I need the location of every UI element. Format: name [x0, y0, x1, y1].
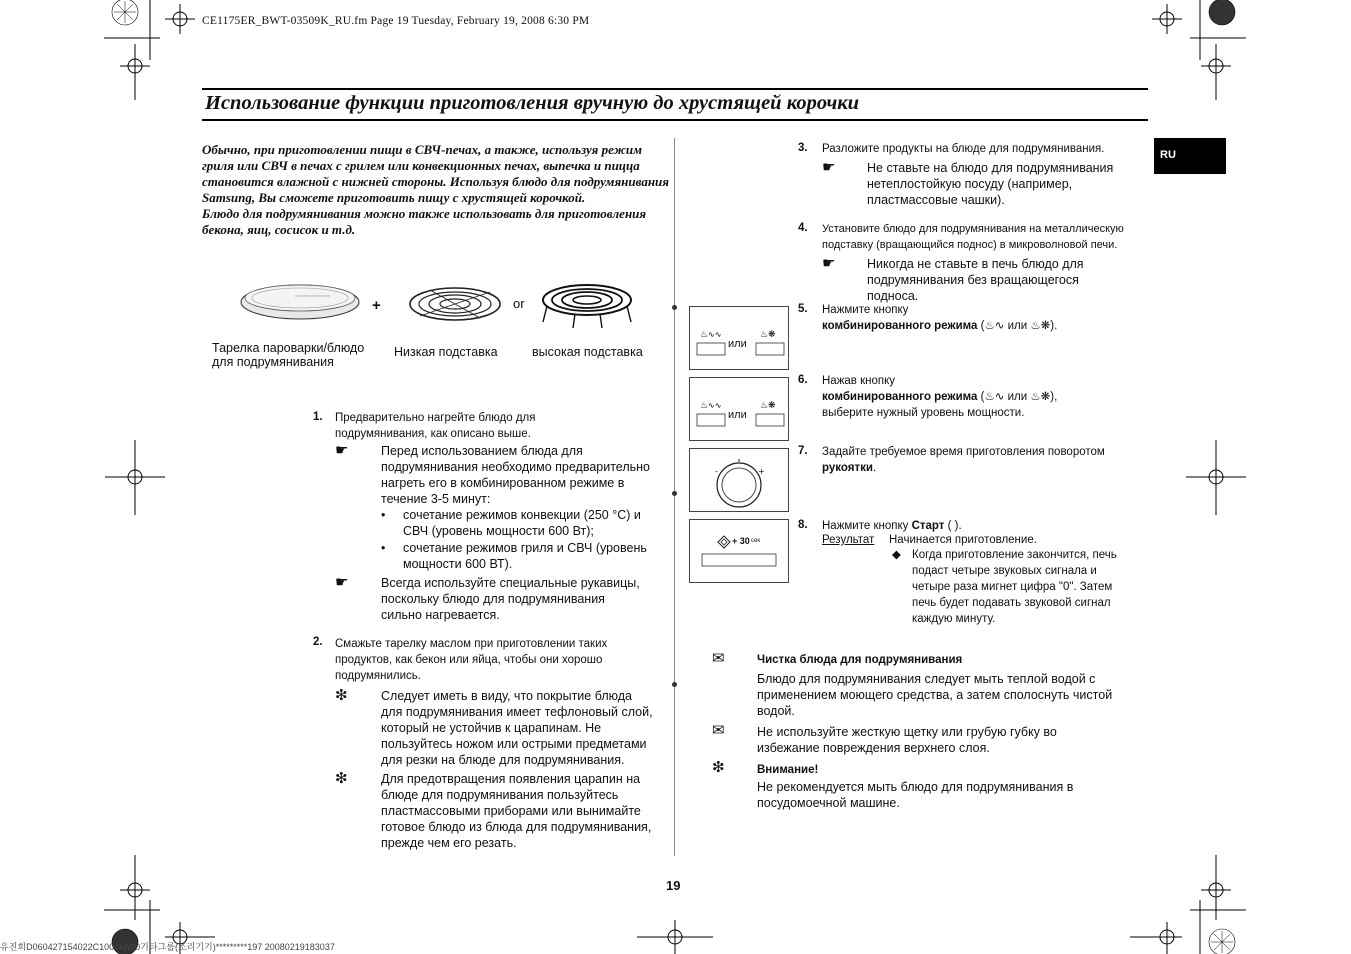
warning-title: Внимание!: [757, 764, 819, 776]
column-dot: [672, 305, 677, 310]
pointing-hand-icon: ☛: [335, 442, 349, 459]
note-icon: ✉: [712, 722, 725, 739]
print-header: CE1175ER_BWT-03509K_RU.fm Page 19 Tuesday, February 19, 2008 6:30 PM: [202, 15, 590, 27]
svg-text:-: -: [715, 467, 718, 476]
convection-combi-icon: ♨❋: [1027, 391, 1051, 403]
step-3-text: Разложите продукты на блюде для подрумянивания.: [822, 143, 1105, 155]
step-1-note-1: Перед использованием блюда для подрумянивания необходимо предварительно нагреть его в комбинированном режиме в течение 3-5 минут:: [381, 444, 650, 506]
step-5-number: 5.: [798, 303, 808, 315]
column-dot: [672, 491, 677, 496]
sec-label: сек: [751, 538, 760, 544]
bullet-icon: •: [381, 541, 386, 555]
page-number: 19: [666, 878, 681, 893]
cleaning-text: Блюдо для подрумянивания следует мыть теплой водой с применением моющего средства, а затем сполоснуть чистой водой.: [757, 672, 1113, 718]
page-title: Использование функции приготовления вручную до хрустящей корочки: [205, 92, 860, 114]
intro-text: Обычно, при приготовлении пищи в СВЧ-печах, а также, используя режим гриля или СВЧ в печах с грилем или конвекционных печах, выпечка и пицца становится влажной с нижней стороны. Используя блюдо для подрумянивания Samsung, Вы сможете приготовить пищу с хрустящей корочкой. Блюдо для подрумянивания можно также использовать для приготовления бекона, яиц, сосисок и т.д.: [202, 142, 669, 237]
title-rule-bottom: [202, 119, 1148, 121]
svg-text:♨: ♨: [760, 330, 769, 340]
diamond-bullet-icon: ◆: [892, 549, 901, 561]
start-button-illustration: [690, 520, 788, 582]
svg-text:∿∿: ∿∿: [708, 401, 722, 410]
panel-or-label: или: [728, 338, 747, 350]
combi-mode-panel-2: [689, 377, 789, 441]
step-6-text: Нажав кнопку комбинированного режима (♨∿ или ♨❋), выберите нужный уровень мощности.: [822, 375, 1058, 419]
step-1-bullet-1: сочетание режимов конвекции (250 °C) и СВЧ (уровень мощности 600 Вт);: [403, 508, 641, 538]
step-3-note: Не ставьте на блюдо для подрумянивания нетеплостойкую посуду (например, пластмассовые чашки).: [867, 161, 1114, 207]
dial-knob-icon: [690, 449, 788, 511]
step-8-number: 8.: [798, 519, 808, 531]
step-1-text: Предварительно нагрейте блюдо для подрумянивания, как описано выше.: [335, 412, 536, 440]
step-2-number: 2.: [313, 636, 323, 648]
result-label: Результат: [822, 534, 875, 546]
step-8-detail: Когда приготовление закончится, печь подаст четыре звуковых сигнала и четыре раза мигнет цифра "0". Затем печь будет подавать звуковой сигнал каждую минуту.: [912, 549, 1117, 625]
caution-icon: ❇: [335, 770, 348, 787]
svg-text:♨: ♨: [700, 401, 709, 411]
convection-combi-icon: ♨❋: [1027, 320, 1051, 332]
pointing-hand-icon: ☛: [822, 255, 836, 272]
low-rack-image: [410, 288, 500, 320]
crusty-plate-image: [241, 285, 359, 319]
language-tab: RU: [1154, 138, 1226, 174]
dial-panel: [689, 448, 789, 512]
svg-text:+: +: [758, 467, 765, 476]
svg-text:♨: ♨: [700, 330, 709, 340]
step-4-text: Установите блюдо для подрумянивания на металлическую подставку (вращающийся поднос) в микроволновой печи.: [822, 223, 1124, 251]
svg-text:❋: ❋: [768, 401, 776, 411]
cleaning-note: Не используйте жесткую щетку или грубую губку во избежание повреждения верхнего слоя.: [757, 725, 1057, 755]
low-rack-caption: Низкая подставка: [394, 345, 498, 359]
step-7-number: 7.: [798, 445, 808, 457]
step-4-note: Никогда не ставьте в печь блюдо для подрумянивания без вращающегося подноса.: [867, 257, 1084, 303]
step-1-bullet-2: сочетание режимов гриля и СВЧ (уровень мощности 600 ВТ).: [403, 541, 647, 571]
caution-icon: ❇: [335, 687, 348, 704]
high-rack-image: [543, 285, 631, 328]
result-text: Начинается приготовление.: [889, 534, 1037, 546]
bullet-icon: •: [381, 508, 386, 522]
or-label: or: [513, 296, 525, 311]
pointing-hand-icon: ☛: [822, 159, 836, 176]
title-rule-top: [202, 88, 1148, 90]
step-8-text: Нажмите кнопку Старт ( ).: [822, 520, 962, 532]
step-3-number: 3.: [798, 142, 808, 154]
cleaning-title: Чистка блюда для подрумянивания: [757, 654, 963, 666]
step-1-note-2: Всегда используйте специальные рукавицы, поскольку блюдо для подрумянивания сильно нагревается.: [381, 576, 640, 622]
warning-text: Не рекомендуется мыть блюдо для подрумянивания в посудомоечной машине.: [757, 780, 1074, 810]
footer-code: 유진희D060427154022C1000MW0기타그룹(조리기기)*********197 20080219183037: [0, 942, 335, 952]
column-dot: [672, 682, 677, 687]
step-4-number: 4.: [798, 222, 808, 234]
plus-30-label: + 30: [732, 536, 750, 546]
start-panel: [689, 519, 789, 583]
step-2-note-1: Следует иметь в виду, что покрытие блюда для подрумянивания имеет тефлоновый слой, который не устойчив к царапинам. Не пользуйтесь ножом или острыми предметами для резки на блюде для подрумянивания.: [381, 689, 653, 767]
step-7-text: Задайте требуемое время приготовления поворотом рукоятки.: [822, 446, 1105, 474]
svg-text:∿∿: ∿∿: [708, 330, 722, 339]
grill-combi-icon: ♨∿: [984, 391, 1008, 403]
step-1-number: 1.: [313, 411, 323, 423]
accessories-illustration: [235, 276, 675, 336]
caution-icon: ❇: [712, 759, 725, 776]
column-divider: [674, 138, 675, 856]
step-2-text: Смажьте тарелку маслом при приготовлении таких продуктов, как бекон или яйца, чтобы они хорошо подрумянились.: [335, 638, 608, 682]
svg-text:❋: ❋: [768, 330, 776, 340]
high-rack-caption: высокая подставка: [532, 345, 643, 359]
step-5-text: Нажмите кнопку комбинированного режима (♨∿ или ♨❋).: [822, 304, 1058, 332]
plus-sign: +: [372, 297, 381, 314]
plate-caption: Тарелка пароварки/блюдо для подрумянивания: [212, 341, 365, 369]
note-icon: ✉: [712, 650, 725, 667]
grill-combi-icon: ♨∿: [984, 320, 1008, 332]
panel-or-label: или: [728, 409, 747, 421]
combi-mode-panel-1: [689, 306, 789, 370]
step-2-note-2: Для предотвращения появления царапин на блюде для подрумянивания пользуйтесь пластмассовыми приборами или вынимайте готовое блюдо из блюда для подрумянивания, прежде чем его резать.: [381, 772, 652, 850]
step-6-number: 6.: [798, 374, 808, 386]
pointing-hand-icon: ☛: [335, 574, 349, 591]
svg-text:♨: ♨: [760, 401, 769, 411]
